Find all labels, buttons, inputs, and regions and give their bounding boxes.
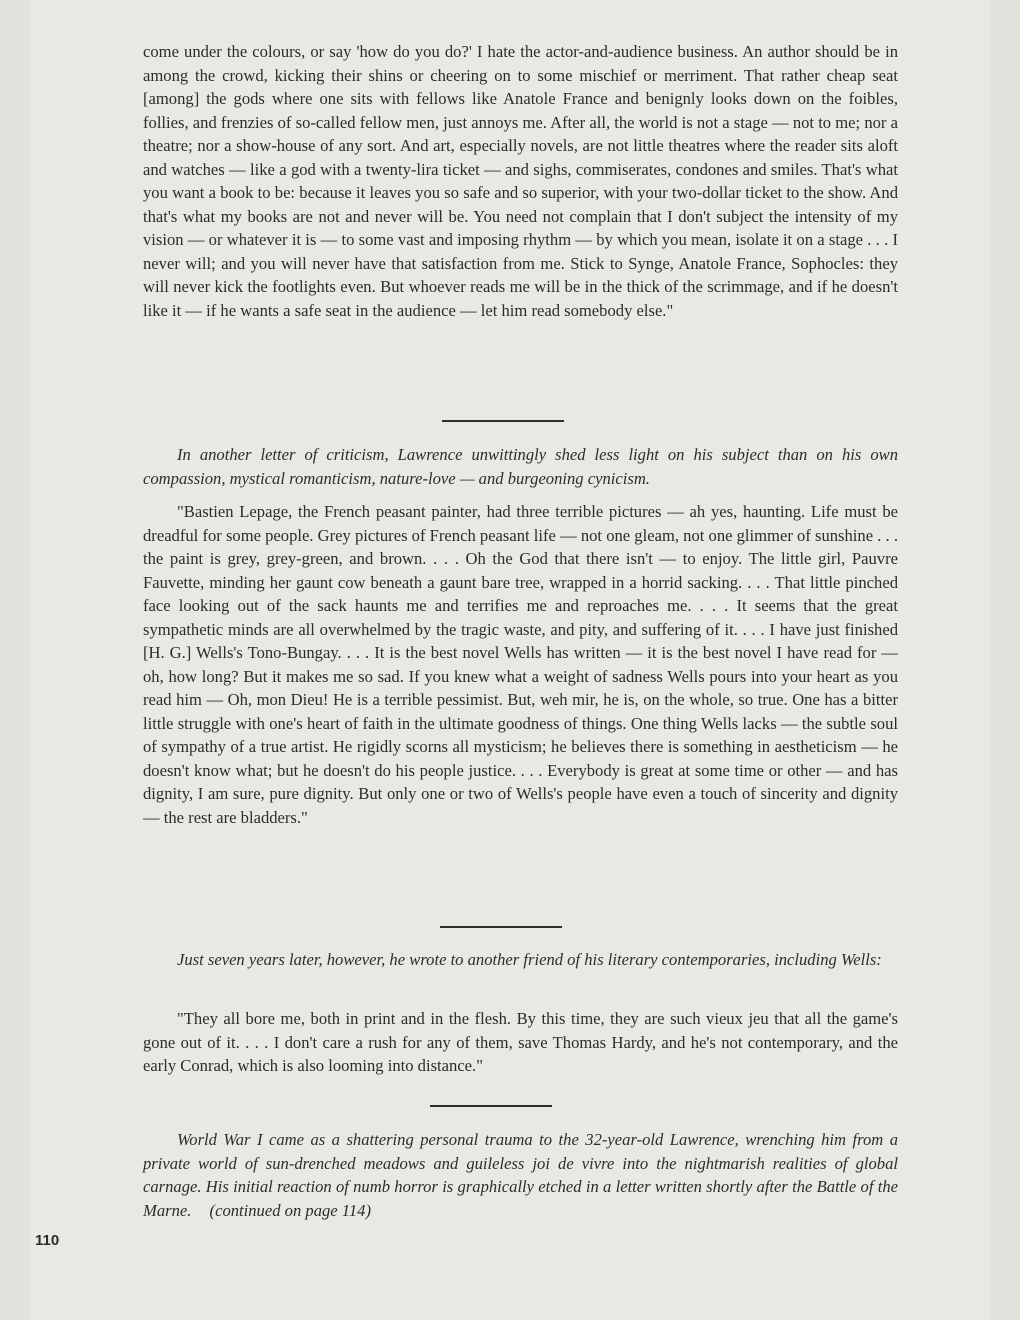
paragraph-editorial-1: In another letter of criticism, Lawrence unwittingly shed less light on his subject than on his own compassion, mystical romanticism, nature-love — and burgeoning cynicism. [143, 445, 898, 488]
paragraph-letter-quote-2: "Bastien Lepage, the French peasant painter, had three terrible pictures — ah yes, haunting. Life must be dreadful for some people. Grey pictures of French peasant life — not one gleam, not one glimmer of sunshine . . . the paint is grey, grey-green, and brown. . . . Oh the God that there isn't — to enjoy. The little girl, Pauvre Fauvette, minding her gaunt cow beneath a gaunt bare tree, wrapped in a horrid sacking. . . . That little pinched face looking out of the sack haunts me and terrifies me and reproaches me. . . . It seems that the great sympathetic minds are all overwhelmed by the tragic waste, and pity, and suffering of it. . . . I have just finished [H. G.] Wells's Tono-Bungay. . . . It is the best novel Wells has written — it is the best novel I have read for — oh, how long? But it makes me so sad. If you knew what a weight of sadness Wells pours into your heart as you read him — Oh, mon Dieu! He is a terrible pessimist. But, weh mir, he is, on the whole, so true. One has a bitter little struggle with one's heart of faith in the ultimate goodness of things. One thing Wells lacks — the subtle soul of sympathy of a true artist. He rigidly scorns all mysticism; he believes there is something in aestheticism — he doesn't know what; but he doesn't do his people justice. . . . Everybody is great at some time or other — and has dignity, I am sure, pure dignity. But only one or two of Wells's people have even a touch of sincerity and dignity — the rest are bladders." [143, 502, 898, 827]
continued-note: (continued on page 114) [209, 1200, 371, 1220]
paragraph-letter-quote-1: come under the colours, or say 'how do you do?' I hate the actor-and-audience business. An author should be in among the crowd, kicking their shins or cheering on to some mischief or merriment. That rather cheap seat [among] the gods where one sits with fellows like Anatole France and benignly looks down on the foibles, follies, and frenzies of so-called fellow men, just annoys me. After all, the world is not a stage — not to me; nor a theatre; nor a show-house of any sort. And art, especially novels, are not little theatres where the reader sits aloft and watches — like a god with a twenty-lira ticket — and sighs, commiserates, condones and smiles. That's what you want a book to be: because it leaves you so safe and so superior, with your two-dollar ticket to the show. And that's what my books are not and never will be. You need not complain that I don't subject the intensity of my vision — or whatever it is — to some vast and imposing rhythm — by which you mean, isolate it on a stage . . . I never will; and you will never have that satisfaction from me. Stick to Synge, Anatole France, Sophocles: they will never kick the footlights even. But whoever reads me will be in the thick of the scrimmage, and if he doesn't like it — if he wants a safe seat in the audience — let him read somebody else." [143, 42, 898, 320]
section-divider-2 [440, 926, 562, 928]
paragraph-editorial-3: World War I came as a shattering personal trauma to the 32-year-old Lawrence, wrenching him from a private world of sun-drenched meadows and guileless joi de vivre into the nightmarish realities of global carnage. His initial reaction of numb horror is graphically etched in a letter written shortly after the Battle of the Marne. (continued on page 114) [143, 1130, 898, 1220]
paragraph-letter-quote-3: "They all bore me, both in print and in the flesh. By this time, they are such vieux jeu that all the game's gone out of it. . . . I don't care a rush for any of them, save Thomas Hardy, and he's not contemporary, and the early Conrad, which is also looming into distance." [143, 1009, 898, 1075]
section-divider-1 [442, 420, 564, 422]
document-page [30, 0, 990, 1320]
paragraph-editorial-2: Just seven years later, however, he wrote to another friend of his literary contemporaries, including Wells: [177, 950, 882, 969]
section-divider-3 [430, 1105, 552, 1107]
page-number: 110 [35, 1232, 60, 1249]
